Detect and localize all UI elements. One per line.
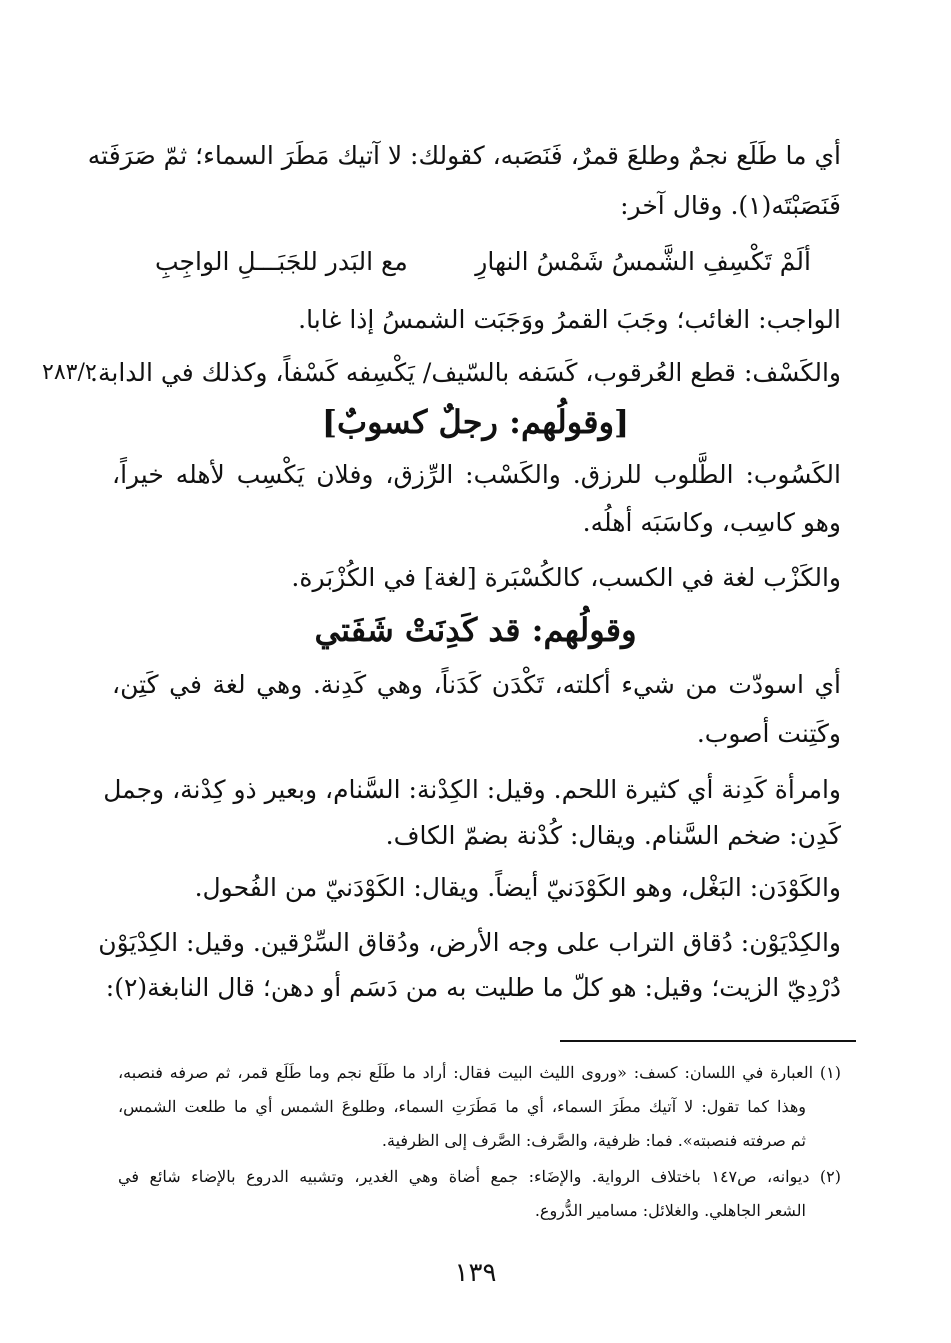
footnote-1-line-1: (١) العبارة في اللسان: كسف: «وروى الليث البيت فقال: أراد ما طَلَع نجم وما طَلَع قمر، ثم صرفه فنصبه، bbox=[118, 1063, 841, 1082]
body-line-1: أي ما طَلَع نجمٌ وطلعَ قمرٌ، فَنَصَبه، كقولك: لا آتيك مَطَرَ السماء؛ ثمّ صَرَفَته bbox=[87, 141, 841, 170]
verse-hemistich-right: ألَمْ تَكْسِفِ الشَّمسُ شَمْسُ النهارِ bbox=[475, 247, 811, 276]
body-line-6: وهو كاسِب، وكاسَبَه أهلُه. bbox=[582, 508, 841, 537]
margin-reference: ٢٨٣/٢ bbox=[42, 360, 97, 385]
body-line-13: والكِدْيَوْن: دُقاق التراب على وجه الأرض، ودُقاق السِّرْقين. وقيل: الكِدْيَوْن bbox=[98, 928, 841, 957]
section-heading-kasub: [وقولُهم: رجلٌ كسوبٌ] bbox=[321, 403, 630, 441]
section-heading-kadinat: وقولُهم: قد كَدِنَتْ شَفَتي bbox=[314, 611, 637, 649]
body-line-4: والكَسْف: قطع العُرقوب، كَسَفه بالسّيف/ يَكْسِفه كَسْفاً، وكذلك في الدابة. bbox=[90, 358, 841, 387]
body-line-12: والكَوْدَن: البَغْل، وهو الكَوْدَنيّ أيضاً. ويقال: الكَوْدَنيّ من الفُحول. bbox=[194, 873, 841, 902]
verse-hemistich-left: مع البَدر للجَبَـــلِ الواجِبِ bbox=[155, 247, 408, 276]
footnote-1-line-2: وهذا كما تقول: لا آتيك مطَرَ السماء، أي ما مَطَرَتِ السماء، وطلوعَ الشمس أي ما طلعت الشمس، bbox=[118, 1097, 806, 1116]
body-line-14: دُرْدِيّ الزيت؛ وقيل: هو كلّ ما طليت به من دَسَم أو دهن؛ قال النابغة(٢): bbox=[105, 973, 841, 1002]
footnote-1-line-3: ثم صرفته فنصبته». فما: ظرفية، والصَّرف: الصَّرف إلى الظرفية. bbox=[381, 1131, 806, 1150]
body-line-5: الكَسُوب: الطَّلوب للرزق. والكَسْب: الرِّزق، وفلان يَكْسِب لأهله خيراً، bbox=[112, 460, 841, 489]
body-line-3: الواجب: الغائب؛ وجَبَ القمرُ ووَجَبَت الشمسُ إذا غابا. bbox=[298, 305, 841, 334]
page-number: ١٣٩ bbox=[454, 1258, 497, 1288]
body-line-8: أي اسودّت من شيء أكلته، تَكْدَن كَدَناً، وهي كَدِنة. وهي لغة في كَتِن، bbox=[112, 670, 841, 699]
footnote-separator bbox=[560, 1040, 856, 1042]
footnote-2-line-1: (٢) ديوانه، ص١٤٧ باختلاف الرواية. والإضَاء: جمع أضاة وهي الغدير، وتشبيه الدروع بالإضاء شائع في bbox=[118, 1167, 841, 1186]
body-line-9: وكَتِنت أصوب. bbox=[696, 719, 841, 748]
body-line-11: كَدِن: ضخم السَّنام. ويقال: كُدْنة بضمّ الكاف. bbox=[385, 821, 841, 850]
body-line-7: والكَزْب لغة في الكسب، كالكُسْبَرة [لغة] في الكُزْبَرة. bbox=[291, 563, 841, 592]
footnote-2-line-2: الشعر الجاهلي. والغلائل: مسامير الدُّروع. bbox=[534, 1201, 806, 1220]
body-line-2: فَنَصَبْتَه(١). وقال آخر: bbox=[620, 191, 841, 220]
body-line-10: وامرأة كَدِنة أي كثيرة اللحم. وقيل: الكِدْنة: السَّنام، وبعير ذو كِدْنة، وجمل bbox=[103, 775, 841, 804]
